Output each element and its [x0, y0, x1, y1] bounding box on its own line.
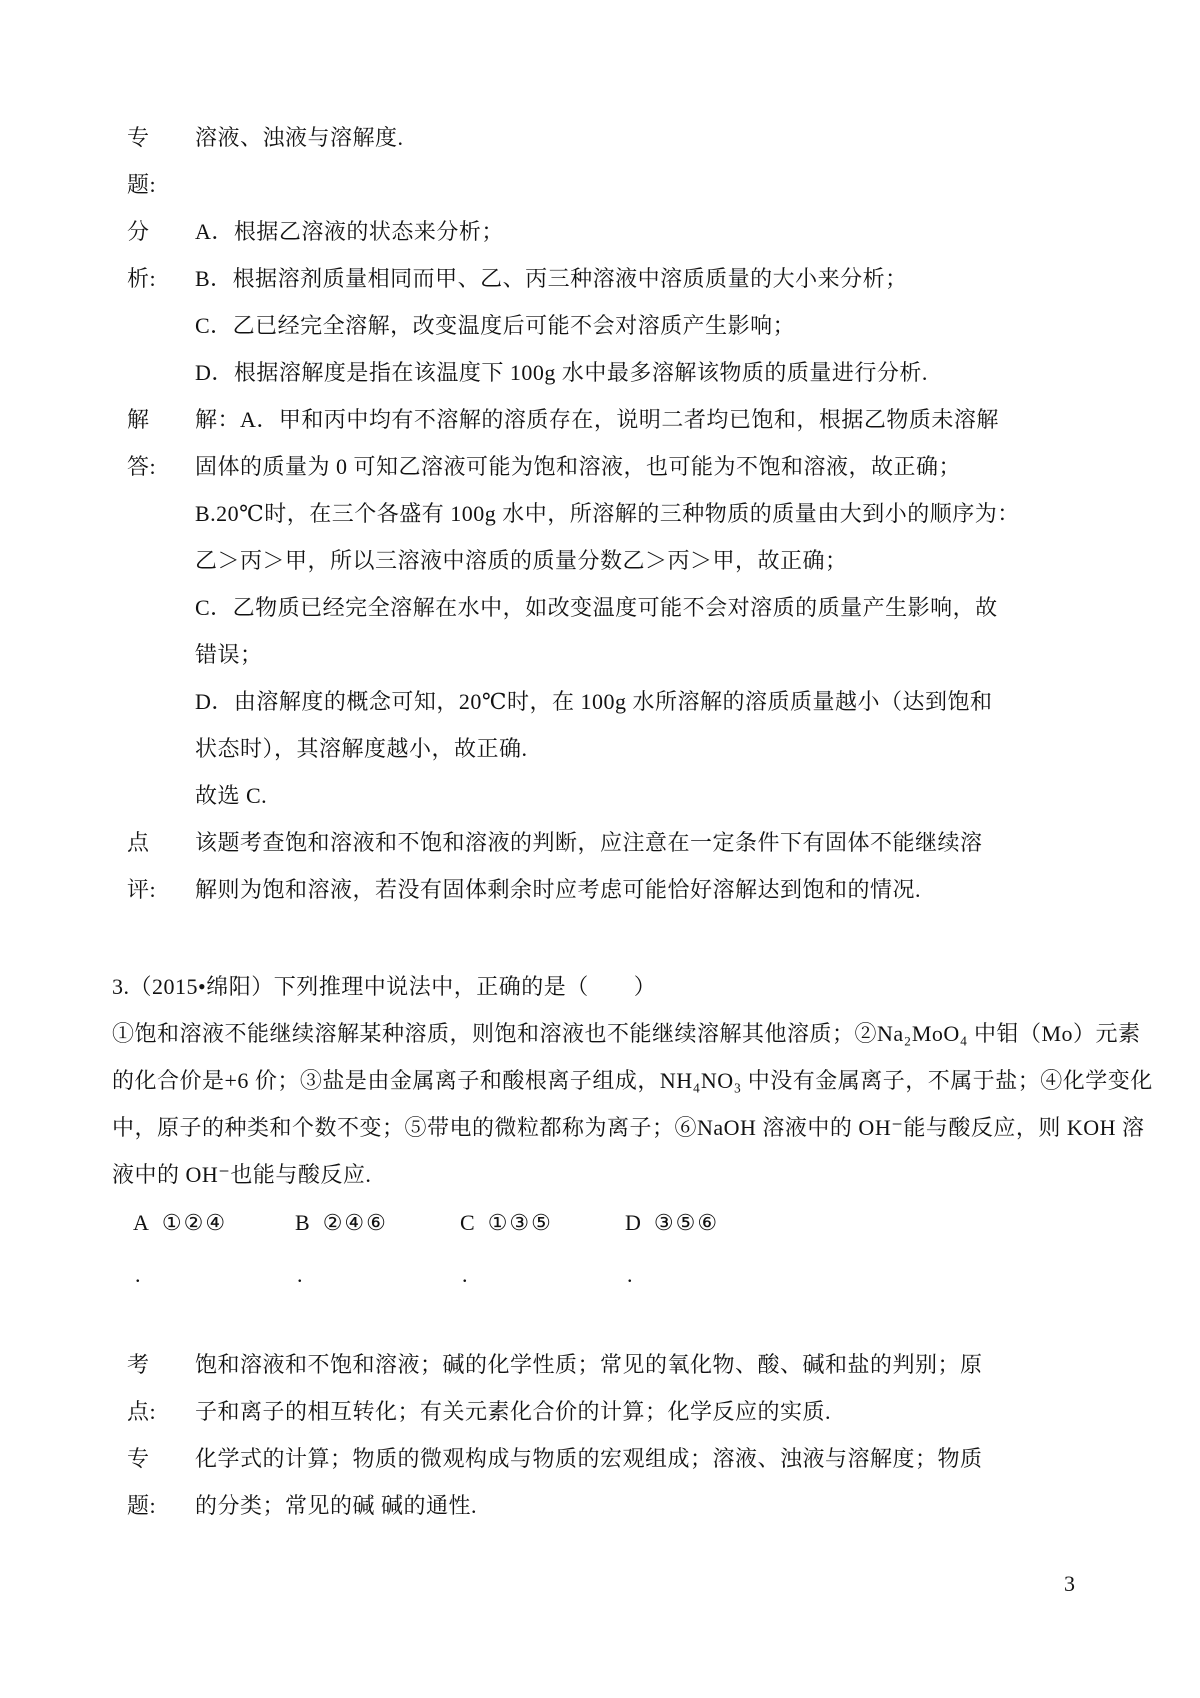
content-line: 状态时），其溶解度越小，故正确. [195, 736, 528, 761]
row-label-column [127, 1435, 195, 1529]
option-c [460, 1199, 553, 1246]
option-period-row [135, 1251, 1085, 1298]
row-label-char: 分 [127, 219, 150, 244]
row-fenxi [127, 208, 1020, 396]
content-line: D．根据溶解度是指在该温度下 100g 水中最多溶解该物质的质量进行分析. [195, 360, 928, 385]
row-label-char: 专 [127, 125, 150, 150]
option-period: . [462, 1262, 468, 1287]
question-body-line: ①饱和溶液不能继续溶解某种溶质，则饱和溶液也不能继续溶解其他溶质；②Na₂MoO₄ 中钼（Mo）元素 [112, 1021, 1141, 1046]
row-label-char: 题: [127, 1493, 157, 1518]
row-label-column [127, 1341, 195, 1435]
row-content [195, 396, 1020, 819]
row-kaodian [127, 1341, 983, 1435]
option-period: . [627, 1262, 633, 1287]
row-label-char: 析: [127, 266, 157, 291]
option-d [625, 1199, 719, 1246]
content-line: 错误； [195, 642, 263, 667]
option-letter: A [133, 1210, 149, 1235]
content-line: 该题考查饱和溶液和不饱和溶液的判断，应注意在一定条件下有固体不能继续溶 [195, 830, 983, 855]
row-label-char: 题: [127, 172, 157, 197]
content-line: 乙＞丙＞甲，所以三溶液中溶质的质量分数乙＞丙＞甲，故正确； [195, 548, 848, 573]
option-a [133, 1199, 227, 1246]
row-zhuanti-bottom [127, 1435, 983, 1529]
option-value: ①②④ [161, 1210, 228, 1235]
row-content [195, 114, 404, 208]
row-content [195, 819, 983, 913]
options-row [133, 1199, 1083, 1246]
question-stem: 3.（2015•绵阳）下列推理中说法中，正确的是（ ） [112, 974, 657, 999]
row-label-char: 点: [127, 1399, 157, 1424]
row-label-char: 答: [127, 454, 157, 479]
content-line: 溶液、浊液与溶解度. [195, 125, 404, 150]
content-line: 子和离子的相互转化；有关元素化合价的计算；化学反应的实质. [195, 1399, 832, 1424]
content-line: 解：A．甲和丙中均有不溶解的溶质存在，说明二者均已饱和，根据乙物质未溶解 [195, 407, 999, 432]
row-label-char: 专 [127, 1446, 150, 1471]
question-3 [112, 963, 1153, 1198]
content-line: B．根据溶剂质量相同而甲、乙、丙三种溶液中溶质质量的大小来分析； [195, 266, 908, 291]
option-period: . [135, 1262, 141, 1287]
row-jieda [127, 396, 1020, 819]
option-value: ③⑤⑥ [653, 1210, 720, 1235]
content-line: 固体的质量为 0 可知乙溶液可能为饱和溶液，也可能为不饱和溶液，故正确； [195, 454, 962, 479]
question-body-line: 中，原子的种类和个数不变；⑤带电的微粒都称为离子；⑥NaOH 溶液中的 OH⁻能与酸反应，则 KOH 溶 [112, 1115, 1145, 1140]
row-label-column [127, 208, 195, 302]
content-line: B.20℃时，在三个各盛有 100g 水中，所溶解的三种物质的质量由大到小的顺序为： [195, 501, 1020, 526]
row-dianping [127, 819, 1020, 913]
row-label-column [127, 819, 195, 913]
content-line: 解则为饱和溶液，若没有固体剩余时应考虑可能恰好溶解达到饱和的情况. [195, 877, 922, 902]
option-b [295, 1199, 388, 1246]
content-line: 饱和溶液和不饱和溶液；碱的化学性质；常见的氧化物、酸、碱和盐的判别；原 [195, 1352, 983, 1377]
row-label-column [127, 396, 195, 490]
row-label-char: 评: [127, 877, 157, 902]
row-label-char: 考 [127, 1352, 150, 1377]
row-content [195, 208, 928, 396]
content-line: C．乙物质已经完全溶解在水中，如改变温度可能不会对溶质的质量产生影响，故 [195, 595, 998, 620]
row-label-char: 解 [127, 407, 150, 432]
content-line: D．由溶解度的概念可知，20℃时，在 100g 水所溶解的溶质质量越小（达到饱和 [195, 689, 993, 714]
content-line-empty [195, 161, 404, 208]
content-line: 的分类；常见的碱 碱的通性. [195, 1493, 478, 1518]
row-label-column [127, 114, 195, 208]
question-body-line: 液中的 OH⁻也能与酸反应. [112, 1162, 372, 1187]
option-value: ②④⑥ [322, 1210, 388, 1235]
answer-explanation-table [127, 114, 1020, 913]
meta-table [127, 1341, 983, 1529]
option-letter: C [460, 1210, 475, 1235]
option-letter: D [625, 1210, 641, 1235]
option-value: ①③⑤ [487, 1210, 553, 1235]
row-content [195, 1341, 983, 1435]
content-line: 故选 C. [195, 783, 268, 808]
row-zhuanti [127, 114, 1020, 208]
content-line: 化学式的计算；物质的微观构成与物质的宏观组成；溶液、浊液与溶解度；物质 [195, 1446, 983, 1471]
row-label-char: 点 [127, 830, 150, 855]
option-letter: B [295, 1210, 310, 1235]
option-period: . [297, 1262, 303, 1287]
content-line: C．乙已经完全溶解，改变温度后可能不会对溶质产生影响； [195, 313, 796, 338]
page-number: 3 [1064, 1571, 1075, 1596]
content-line: A．根据乙溶液的状态来分析； [195, 219, 504, 244]
question-body-line: 的化合价是+6 价；③盐是由金属离子和酸根离子组成，NH₄NO₃ 中没有金属离子，不属于盐；④化学变化 [112, 1068, 1153, 1093]
row-content [195, 1435, 983, 1529]
